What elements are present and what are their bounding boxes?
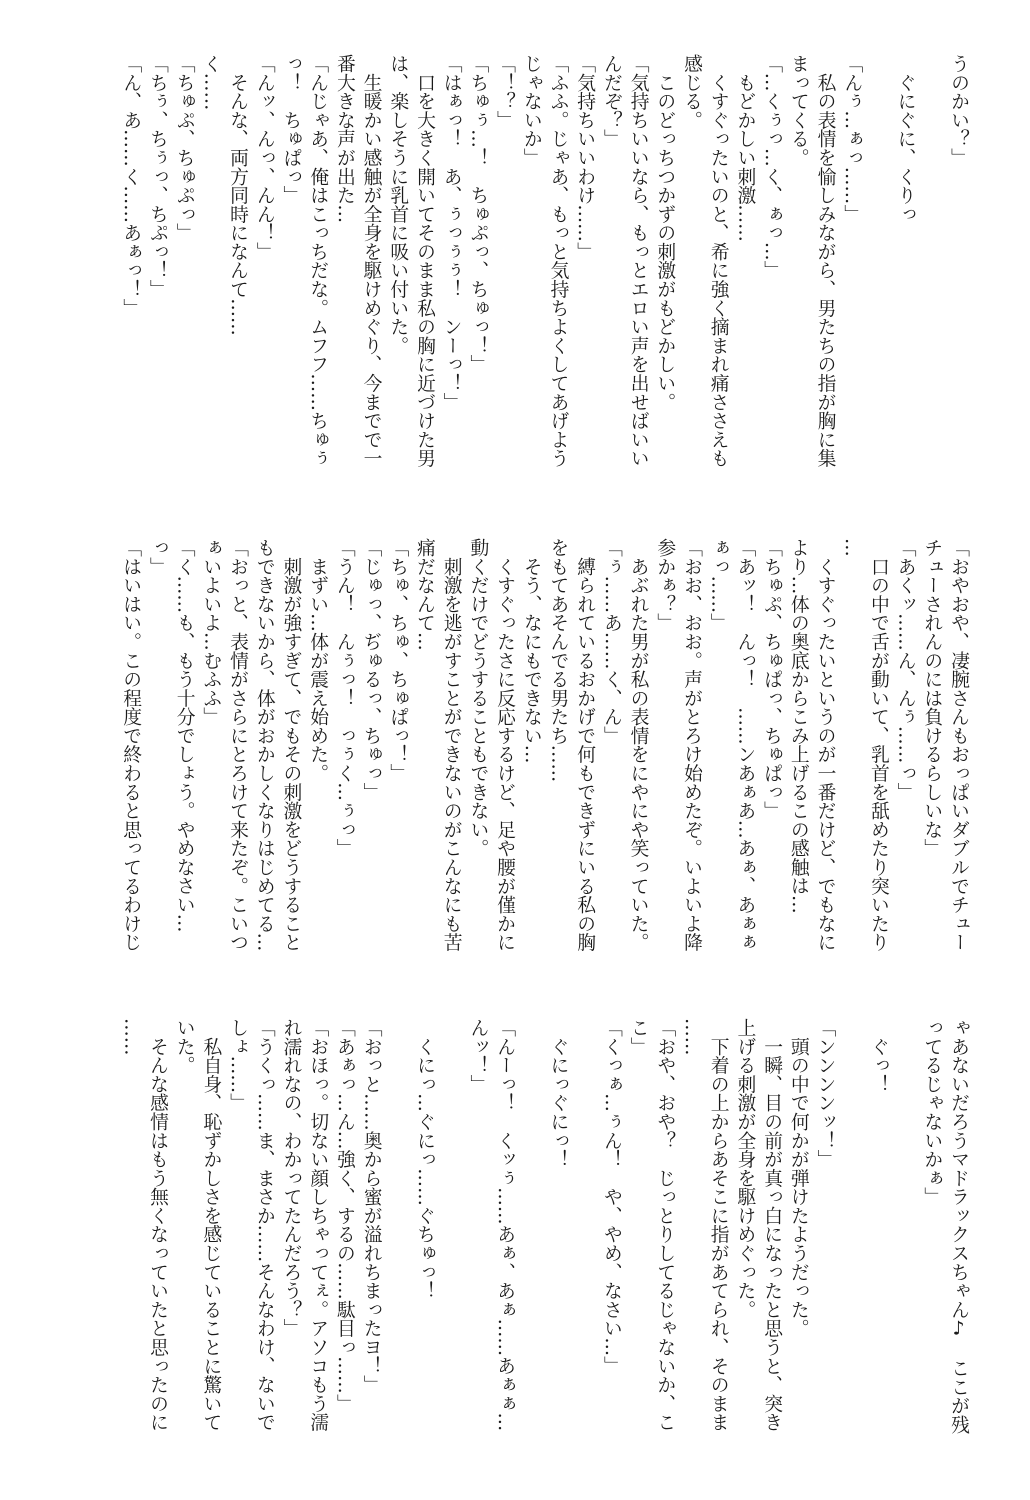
text-band-middle: [116, 538, 971, 978]
text-band-bottom: [116, 1018, 971, 1458]
text-column: 私自身、恥ずかしさを感じていることに驚いて: [200, 1018, 222, 1432]
text-column: 刺激が強すぎて、でもその刺激をどうすること: [280, 538, 302, 952]
text-column: もできないから、体がおかしくなりはじめてる…: [253, 538, 275, 952]
text-column: いた。: [173, 1018, 195, 1075]
text-column: 「おやおや、凄腕さんもおっぱいダブルでチュー: [948, 538, 969, 952]
text-column: 「！？」: [494, 54, 516, 130]
text-column: は、楽しそうに乳首に吸い付いた。: [387, 54, 409, 355]
text-column: ぁっ……」: [707, 538, 729, 632]
text-column: 「く……も、もう十分でしょう。やめなさい…: [173, 538, 195, 933]
text-column: 「ん、あ……く……あぁっ！」: [120, 54, 142, 318]
text-column: んだぞ？」: [600, 54, 622, 148]
blank-column: [571, 1018, 598, 1458]
text-band-top: [116, 54, 971, 494]
text-column: 上げる刺激が全身を駆けめぐった。: [734, 1018, 756, 1319]
text-column: く……: [200, 54, 222, 111]
text-column: 生暖かい感触が全身を駆けめぐり、今までで一: [360, 54, 382, 468]
blank-column: [517, 1018, 544, 1458]
text-column: っ！ ちゅぱっ」: [280, 54, 302, 205]
text-column: くすぐったさに反応するけど、足や腰が僅かに: [494, 538, 516, 952]
text-column: 一瞬、目の前が真っ白になったと思うと、突き: [761, 1018, 783, 1432]
text-column: 「ちぅ、ちぅっ、ちぷっ！」: [146, 54, 168, 299]
text-column: 縛られているおかげで何もできずにいる私の胸: [574, 538, 596, 952]
text-column: をもてあそんでる男たち……: [547, 538, 569, 783]
text-column: くすぐったいというのが一番だけど、でもなに: [814, 538, 836, 952]
text-column: そんな感情はもう無くなっていたと思ったのに: [147, 1018, 168, 1432]
text-column: んッ！」: [467, 1018, 489, 1094]
blank-column: [864, 54, 891, 494]
text-column: まずい…体が震え始めた。: [307, 538, 329, 783]
text-column: …: [841, 538, 863, 557]
blank-column: [384, 1018, 411, 1458]
text-column: じゃないか」: [520, 54, 542, 167]
text-column: 「ふふ。じゃあ、もっと気持ちよくしてあげよう: [547, 54, 569, 468]
text-column: 「あぁっ…ん…強く、するの……駄目っ……」: [333, 1018, 355, 1413]
text-column: ……: [120, 1018, 142, 1056]
text-column: 感じる。: [681, 54, 702, 130]
text-column: 「ちゅぷ、ちゅぷっ」: [173, 54, 195, 242]
text-column: 「はいはい。この程度で終わると思ってるわけじ: [120, 538, 142, 952]
text-column: ぁいよいよ…むふふ」: [200, 538, 222, 726]
text-column: 「おほっ。切ない顔しちゃってぇ。アソコもう濡: [307, 1018, 329, 1432]
text-column: 番大きな声が出た…: [333, 54, 355, 224]
text-column: 「あくッ……ん、んぅ……っ」: [894, 538, 916, 802]
text-column: 「ちゅぷ、ちゅぱっ、ちゅぱっ」: [761, 538, 783, 820]
text-column: 口を大きく開いてそのまま私の胸に近づけた男: [413, 54, 435, 468]
text-column: くすぐったいのと、希に強く摘まれ痛ささえも: [707, 54, 729, 468]
text-column: しょ……」: [227, 1018, 249, 1112]
text-column: 「くっぁ…ぅん！ や、やめ、なさい…」: [600, 1018, 622, 1375]
text-column: ぐにぐに、くりっ: [894, 54, 916, 224]
text-column: ゃあないだろうマドラックスちゃん♪ ここが残: [948, 1018, 969, 1434]
text-column: 頭の中で何かが弾けたようだった。: [787, 1018, 809, 1338]
text-column: 「んじゃあ、俺はこっちだな。ムフフ……ちゅぅ: [307, 54, 329, 468]
text-column: 「ンンンンッ！」: [814, 1018, 836, 1169]
text-column: 「気持ちいいなら、もっとエロい声を出せばいい: [627, 54, 649, 468]
text-column: 「おっと……奥から蜜が溢れちまったヨ！」: [360, 1018, 382, 1394]
text-column: 「んーっ！ くッぅ……あぁ、あぁ……あぁぁ…: [494, 1018, 516, 1432]
text-column: 「んッ、んっ、んん！」: [253, 54, 275, 261]
text-column: ってるじゃないかぁ」: [921, 1018, 943, 1206]
text-column: 「ちゅぅ…！ ちゅぷっ、ちゅっ！」: [467, 54, 489, 374]
text-column: チューされんのには負けるらしいな」: [921, 538, 943, 858]
text-column: 「ちゅ、ちゅ、ちゅぱっ！」: [387, 538, 409, 783]
blank-column: [891, 1018, 918, 1458]
text-column: 「ぅ……あ……く、ん」: [600, 538, 622, 745]
text-column: 「…くぅっ…く、ぁっ…」: [761, 54, 783, 280]
text-column: このどっちつかずの刺激がもどかしい。: [654, 54, 676, 412]
text-column: あぶれた男が私の表情をにやにや笑っていた。: [627, 538, 649, 952]
text-column: まってくる。: [787, 54, 809, 167]
text-column: 「うくっ……ま、まさか……そんなわけ、ないで: [253, 1018, 275, 1432]
text-column: 「気持ちいいわけ……」: [574, 54, 596, 261]
text-column: くにっ…ぐにっ……ぐちゅっ！: [414, 1018, 436, 1300]
text-column: もどかしい刺激……: [734, 54, 756, 242]
text-column: れ濡れなの、わかってたんだろう？」: [280, 1018, 302, 1338]
text-column: 「んぅ…ぁっ……」: [841, 54, 863, 224]
text-column: うのかい？」: [948, 54, 969, 167]
text-column: ……: [681, 1018, 702, 1056]
text-column: ぐにっぐにっ！: [547, 1018, 569, 1169]
text-column: そう、なにもできない…: [520, 538, 542, 764]
blank-column: [918, 54, 945, 494]
text-column: 動くだけでどうすることもできない。: [467, 538, 489, 858]
text-column: 「はぁっ！ あ、ぅっぅぅ！ ンーっ！」: [440, 54, 462, 412]
text-column: 口の中で舌が動いて、乳首を舐めたり突いたり: [867, 538, 889, 952]
text-column: 「おや、おや？ じっとりしてるじゃないか、こ: [654, 1018, 676, 1432]
text-column: っ」: [146, 538, 168, 576]
text-column: 私の表情を愉しみながら、男たちの指が胸に集: [814, 54, 836, 468]
text-column: 「うん！ んぅっ！ っぅく…ぅっ」: [333, 538, 355, 858]
text-column: こ」: [627, 1018, 649, 1056]
text-column: そんな、両方同時になんて……: [227, 54, 249, 336]
text-column: 「じゅっ、ぢゅるっ、ちゅっ」: [360, 538, 382, 802]
text-column: 「おっと、表情がさらにとろけて来たぞ。こいつ: [227, 538, 249, 952]
text-column: 参かぁ？」: [654, 538, 676, 632]
text-column: 痛だなんて…: [413, 538, 435, 651]
blank-column: [838, 1018, 865, 1458]
text-column: 刺激を逃がすことができないのがこんなにも苦: [440, 538, 462, 952]
text-column: ぐっ！: [867, 1018, 889, 1094]
text-column: 「あッ！ んっ！ ……ンあぁあ…あぁ、あぁぁ: [734, 538, 756, 952]
blank-column: [437, 1018, 464, 1458]
text-column: より…体の奥底からこみ上げるこの感触は…: [787, 538, 809, 914]
text-column: 「おお、おお。声がとろけ始めたぞ。いよいよ降: [680, 538, 702, 952]
text-column: 下着の上からあそこに指があてられ、そのまま: [707, 1018, 729, 1432]
